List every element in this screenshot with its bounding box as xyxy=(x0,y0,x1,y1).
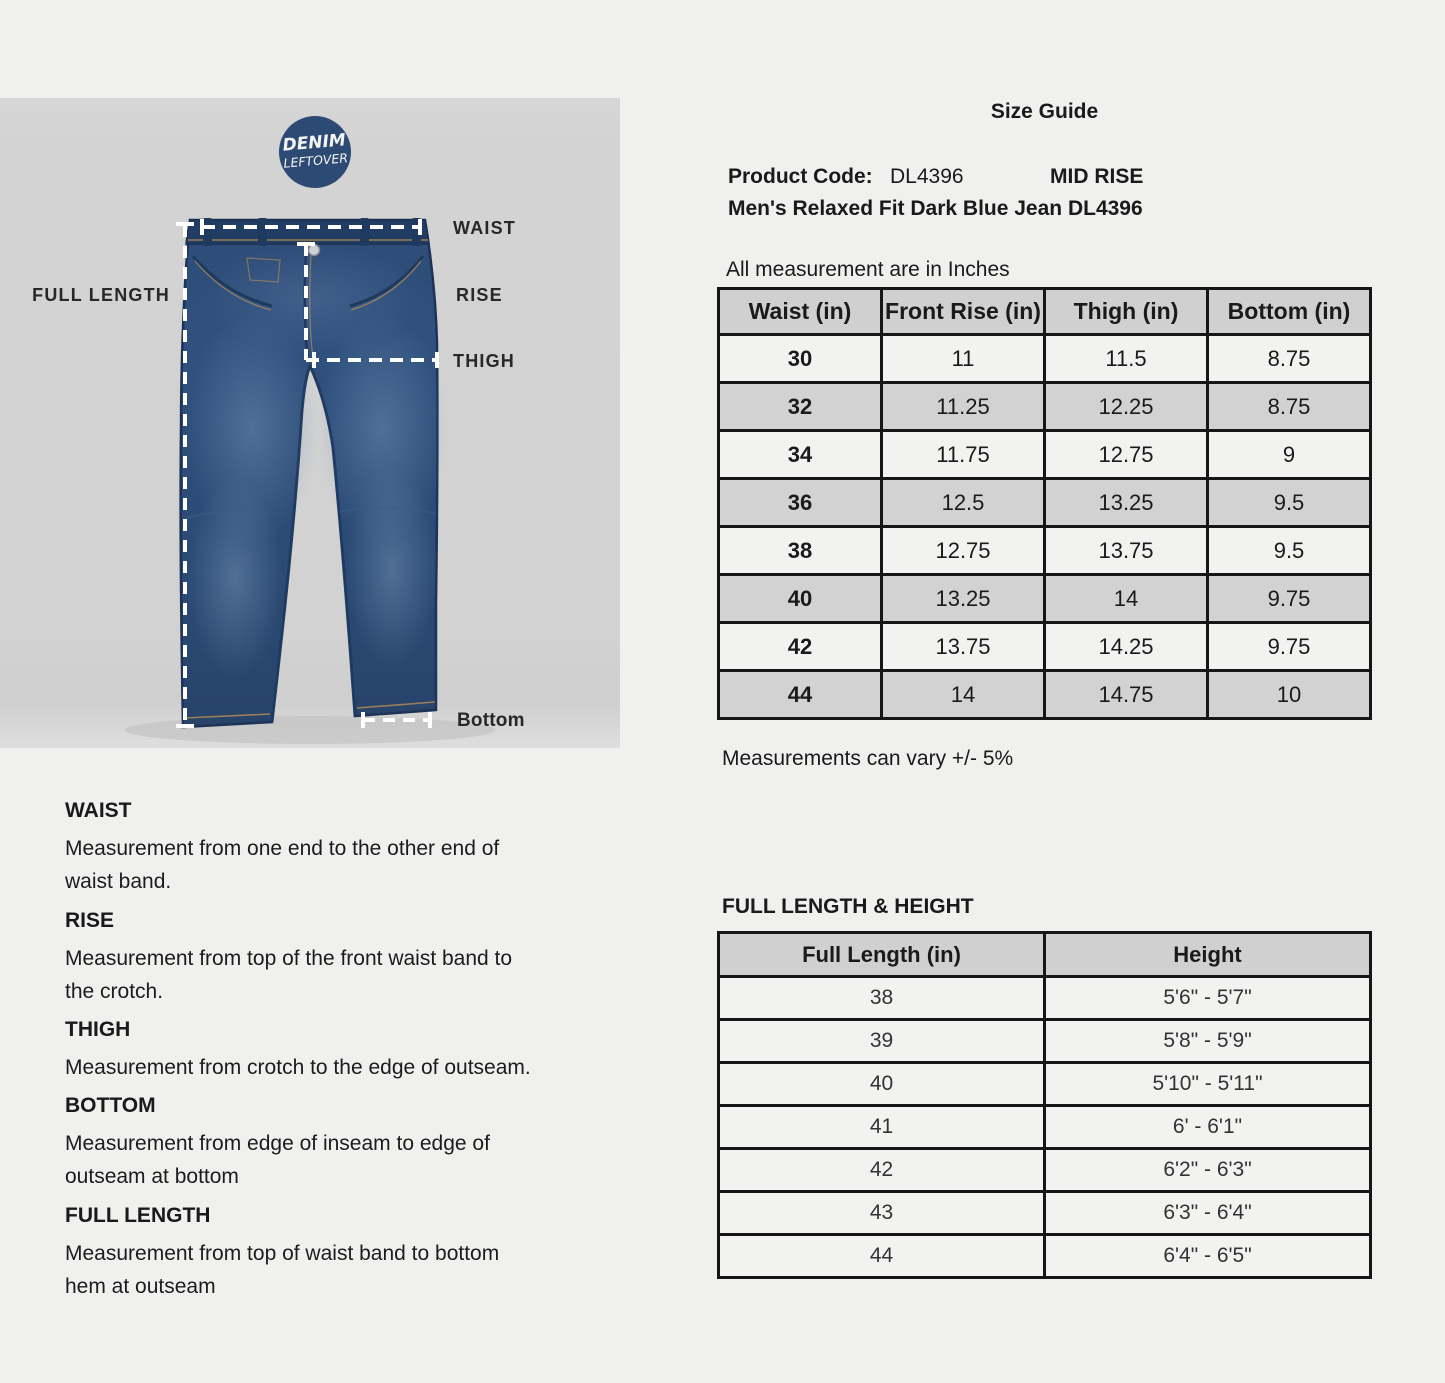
table-header-row xyxy=(719,289,1371,335)
jeans-button xyxy=(309,245,320,256)
table-row xyxy=(719,671,1371,719)
brand-logo-line1: DENIM xyxy=(281,130,347,156)
column-header: Height xyxy=(1045,933,1371,977)
table-cell: 38 xyxy=(719,527,882,575)
table-row xyxy=(719,623,1371,671)
table-cell: 13.75 xyxy=(882,623,1045,671)
rise-label: RISE xyxy=(456,285,503,305)
page-title: Size Guide xyxy=(990,100,1099,123)
table-cell: 14 xyxy=(882,671,1045,719)
table-cell: 14.75 xyxy=(1045,671,1208,719)
jeans-shadow xyxy=(125,716,495,744)
table-cell: 10 xyxy=(1208,671,1371,719)
table-cell: 5'6" - 5'7" xyxy=(1045,977,1371,1020)
table-cell: 38 xyxy=(719,977,1045,1020)
jeans-body xyxy=(181,218,448,727)
table-cell: 5'10" - 5'11" xyxy=(1045,1063,1371,1106)
height-table xyxy=(717,931,1372,1279)
brand-logo-line2: LEFTOVER xyxy=(282,150,349,171)
product-fit-badge: MID RISE xyxy=(1050,165,1144,188)
table-cell: 6' - 6'1" xyxy=(1045,1106,1371,1149)
bottom-label: Bottom xyxy=(457,710,525,731)
table-cell: 5'8" - 5'9" xyxy=(1045,1020,1371,1063)
table-cell: 42 xyxy=(719,623,882,671)
table-cell: 11.25 xyxy=(882,383,1045,431)
table-row xyxy=(719,1063,1371,1106)
definition-rise xyxy=(65,909,543,1008)
table-cell: 12.75 xyxy=(1045,431,1208,479)
table-cell: 13.25 xyxy=(882,575,1045,623)
table-row xyxy=(719,1149,1371,1192)
full-length-label: FULL LENGTH xyxy=(32,285,170,305)
definition-term: THIGH xyxy=(65,1018,131,1041)
definition-text: Measurement from edge of inseam to edge of outseam at bottom xyxy=(65,1132,490,1188)
table-row xyxy=(719,1192,1371,1235)
definition-text: Measurement from top of waist band to bottom hem at outseam xyxy=(65,1242,500,1298)
definition-text: Measurement from top of the front waist band to the crotch. xyxy=(65,947,513,1003)
definition-thigh xyxy=(65,1018,543,1084)
table-cell: 34 xyxy=(719,431,882,479)
column-header: Bottom (in) xyxy=(1208,289,1371,335)
table-cell: 11.5 xyxy=(1045,335,1208,383)
table-row xyxy=(719,1020,1371,1063)
table-cell: 44 xyxy=(719,671,882,719)
table-cell: 32 xyxy=(719,383,882,431)
table-cell: 9.75 xyxy=(1208,623,1371,671)
table-cell: 8.75 xyxy=(1208,383,1371,431)
size-table xyxy=(717,287,1372,720)
thigh-label: THIGH xyxy=(453,351,515,371)
table-cell: 42 xyxy=(719,1149,1045,1192)
definition-term: WAIST xyxy=(65,799,132,822)
table-cell: 14.25 xyxy=(1045,623,1208,671)
table-cell: 30 xyxy=(719,335,882,383)
product-name: Men's Relaxed Fit Dark Blue Jean DL4396 xyxy=(728,197,1143,220)
table-cell: 9.5 xyxy=(1208,527,1371,575)
table-cell: 8.75 xyxy=(1208,335,1371,383)
product-code-value: DL4396 xyxy=(890,165,964,188)
table-cell: 13.25 xyxy=(1045,479,1208,527)
column-header: Full Length (in) xyxy=(719,933,1045,977)
variance-note: Measurements can vary +/- 5% xyxy=(722,747,1014,770)
table-cell: 9.75 xyxy=(1208,575,1371,623)
definition-term: FULL LENGTH xyxy=(65,1204,211,1227)
table-row xyxy=(719,575,1371,623)
table-cell: 11 xyxy=(882,335,1045,383)
brand-logo xyxy=(276,113,354,191)
table-cell: 13.75 xyxy=(1045,527,1208,575)
table-cell: 40 xyxy=(719,1063,1045,1106)
table-row xyxy=(719,431,1371,479)
product-code-label: Product Code: xyxy=(728,165,873,188)
definition-term: BOTTOM xyxy=(65,1094,156,1117)
table-cell: 11.75 xyxy=(882,431,1045,479)
table-cell: 12.5 xyxy=(882,479,1045,527)
units-note: All measurement are in Inches xyxy=(726,258,1010,281)
column-header: Waist (in) xyxy=(719,289,882,335)
table-header-row xyxy=(719,933,1371,977)
table-cell: 39 xyxy=(719,1020,1045,1063)
table-cell: 6'2" - 6'3" xyxy=(1045,1149,1371,1192)
definition-text: Measurement from crotch to the edge of outseam. xyxy=(65,1056,531,1079)
definition-bottom xyxy=(65,1094,543,1193)
table-cell: 12.25 xyxy=(1045,383,1208,431)
table-cell: 9.5 xyxy=(1208,479,1371,527)
column-header: Thigh (in) xyxy=(1045,289,1208,335)
table-row xyxy=(719,383,1371,431)
table-cell: 6'4" - 6'5" xyxy=(1045,1235,1371,1278)
table-cell: 40 xyxy=(719,575,882,623)
table-cell: 44 xyxy=(719,1235,1045,1278)
table-row xyxy=(719,479,1371,527)
height-section-title: FULL LENGTH & HEIGHT xyxy=(722,895,974,918)
table-row xyxy=(719,335,1371,383)
definition-full-length xyxy=(65,1204,543,1303)
table-row xyxy=(719,1235,1371,1278)
definition-waist xyxy=(65,799,543,898)
jeans-illustration xyxy=(0,98,620,748)
table-cell: 6'3" - 6'4" xyxy=(1045,1192,1371,1235)
column-header: Front Rise (in) xyxy=(882,289,1045,335)
table-cell: 41 xyxy=(719,1106,1045,1149)
definition-text: Measurement from one end to the other end of waist band. xyxy=(65,837,500,893)
table-row xyxy=(719,1106,1371,1149)
definition-term: RISE xyxy=(65,909,115,932)
jeans-measurement-photo xyxy=(0,98,620,748)
table-cell: 43 xyxy=(719,1192,1045,1235)
waist-label: WAIST xyxy=(453,218,516,238)
table-cell: 12.75 xyxy=(882,527,1045,575)
table-row xyxy=(719,527,1371,575)
table-cell: 9 xyxy=(1208,431,1371,479)
table-row xyxy=(719,977,1371,1020)
table-cell: 14 xyxy=(1045,575,1208,623)
table-cell: 36 xyxy=(719,479,882,527)
